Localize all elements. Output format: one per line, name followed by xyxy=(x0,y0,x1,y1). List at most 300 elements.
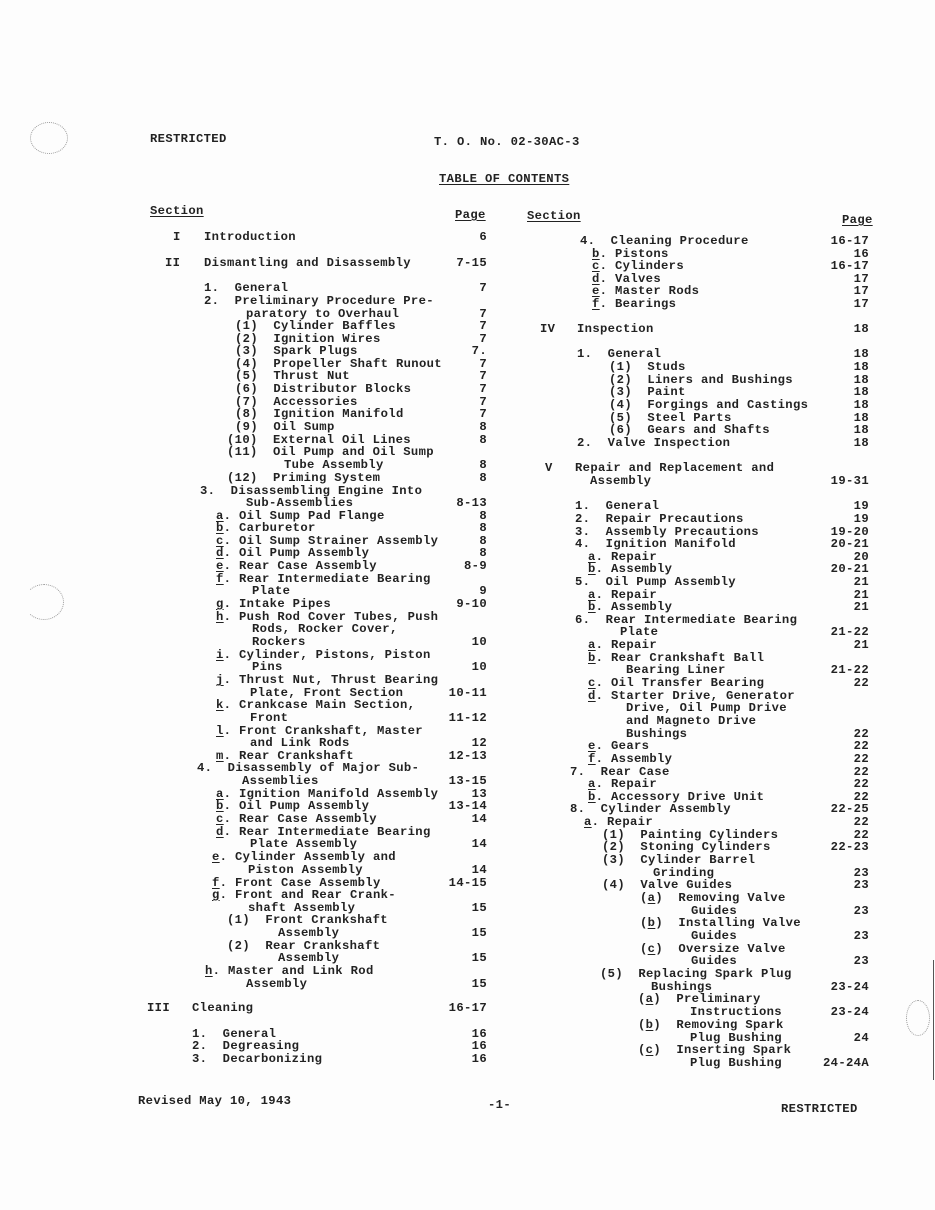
toc-entry-title: Plate xyxy=(620,625,659,639)
toc-entry-number: c. xyxy=(216,534,232,548)
toc-entry-number: d. xyxy=(588,689,604,703)
toc-entry-number: a. xyxy=(216,509,232,523)
scan-edge-line xyxy=(933,960,934,1080)
toc-entry-page: 7 xyxy=(479,382,487,396)
toc-entry-page: 16-17 xyxy=(830,259,869,273)
toc-entry-page: 8 xyxy=(479,534,487,548)
toc-entry-title: Accessory Drive Unit xyxy=(611,790,765,804)
right-section-header: Section xyxy=(527,209,581,223)
toc-entry-number: III xyxy=(147,1001,170,1015)
toc-entry-page: 12-13 xyxy=(448,749,487,763)
toc-entry-page: 11-12 xyxy=(448,711,487,725)
page-title: TABLE OF CONTENTS xyxy=(439,172,570,186)
toc-entry-number: (2) xyxy=(227,939,250,953)
toc-entry-title: Gears xyxy=(611,739,650,753)
toc-entry-number: (1) xyxy=(602,828,625,842)
toc-entry-title: Oil Transfer Bearing xyxy=(611,676,765,690)
toc-entry-title: Assembly xyxy=(611,752,673,766)
toc-entry-title: paratory to Overhaul xyxy=(246,307,400,321)
toc-entry-page: 22 xyxy=(853,752,869,766)
toc-entry-page: 15 xyxy=(471,951,487,965)
toc-entry-number: 2. xyxy=(192,1039,208,1053)
toc-entry-title: Drive, Oil Pump Drive xyxy=(626,701,787,715)
toc-entry-title: Replacing Spark Plug xyxy=(638,967,792,981)
toc-entry-title: Priming System xyxy=(272,471,381,485)
toc-entry-title: Repair Precautions xyxy=(605,512,744,526)
toc-entry-page: 18 xyxy=(853,423,869,437)
toc-entry-page: 21-22 xyxy=(830,663,869,677)
toc-entry-number: 2. xyxy=(575,512,591,526)
toc-entry-page: 13 xyxy=(471,787,487,801)
toc-entry-page: 18 xyxy=(853,411,869,425)
toc-entry-title: Repair xyxy=(611,777,657,791)
toc-entry-number: (2) xyxy=(235,332,258,346)
toc-entry-number: 8. xyxy=(570,802,586,816)
toc-entry-title: Grinding xyxy=(653,866,715,880)
toc-entry-title: Assembly xyxy=(278,926,340,940)
toc-entry-number: I xyxy=(173,230,181,244)
toc-entry-page: 21 xyxy=(853,600,869,614)
toc-entry-number: b. xyxy=(592,247,608,261)
toc-entry-page: 8-13 xyxy=(456,496,487,510)
toc-entry-page: 14 xyxy=(471,837,487,851)
toc-entry-page: 21 xyxy=(853,575,869,589)
toc-entry-title: Rear Crankshaft Ball xyxy=(611,651,765,665)
toc-entry-number: a. xyxy=(588,588,604,602)
toc-entry-number: 3. xyxy=(200,484,216,498)
toc-entry-title: and Link Rods xyxy=(250,736,350,750)
toc-entry-title: Steel Parts xyxy=(647,411,732,425)
toc-entry-number: (b) xyxy=(638,1018,662,1032)
toc-entry-title: Master and Link Rod xyxy=(228,964,374,978)
toc-entry-title: Front Crankshaft, Master xyxy=(239,724,423,738)
toc-entry-title: Cleaning xyxy=(192,1001,254,1015)
toc-entry-number: b. xyxy=(588,790,604,804)
document-number: T. O. No. 02-30AC-3 xyxy=(434,135,580,149)
toc-entry-page: 23 xyxy=(853,954,869,968)
toc-entry-number: c. xyxy=(216,812,232,826)
toc-entry-title: Ignition Wires xyxy=(273,332,381,346)
toc-entry-page: 18 xyxy=(853,373,869,387)
toc-entry-title: Assembly xyxy=(590,474,652,488)
toc-entry-title: Removing Valve xyxy=(678,891,786,905)
toc-entry-page: 16-17 xyxy=(448,1001,487,1015)
toc-entry-title: Assemblies xyxy=(242,774,319,788)
toc-entry-page: 15 xyxy=(471,977,487,991)
toc-entry-title: Assembly xyxy=(611,600,673,614)
toc-entry-page: 22 xyxy=(853,790,869,804)
toc-entry-title: Ignition Manifold xyxy=(273,407,404,421)
toc-entry-page: 22 xyxy=(853,828,869,842)
toc-entry-number: h. xyxy=(205,964,221,978)
toc-entry-page: 19-31 xyxy=(830,474,869,488)
toc-entry-title: Preliminary Procedure Pre- xyxy=(234,294,434,308)
toc-entry-title: shaft Assembly xyxy=(248,901,356,915)
toc-entry-title: Cylinder, Pistons, Piston xyxy=(239,648,431,662)
toc-entry-number: (1) xyxy=(609,360,632,374)
toc-entry-title: Distributor Blocks xyxy=(273,382,412,396)
toc-entry-page: 13-15 xyxy=(448,774,487,788)
toc-entry-number: 1. xyxy=(575,499,591,513)
toc-entry-page: 22 xyxy=(853,815,869,829)
toc-entry-title: Cylinder Baffles xyxy=(273,319,396,333)
toc-entry-title: Thrust Nut, Thrust Bearing xyxy=(239,673,439,687)
toc-entry-page: 13-14 xyxy=(448,799,487,813)
toc-entry-title: Rear Intermediate Bearing xyxy=(605,613,798,627)
toc-entry-title: Guides xyxy=(691,904,737,918)
toc-entry-number: b. xyxy=(588,600,604,614)
punch-hole-top xyxy=(30,122,68,154)
toc-entry-page: 18 xyxy=(853,322,869,336)
toc-entry-page: 7 xyxy=(479,357,487,371)
toc-entry-title: Bearing Liner xyxy=(626,663,726,677)
toc-entry-number: (3) xyxy=(602,853,625,867)
toc-entry-page: 10 xyxy=(471,660,487,674)
toc-entry-page: 22-23 xyxy=(830,840,869,854)
toc-entry-page: 16 xyxy=(471,1039,487,1053)
toc-entry-number: (a) xyxy=(638,992,662,1006)
toc-entry-title: Guides xyxy=(691,929,737,943)
toc-entry-title: Pistons xyxy=(615,247,669,261)
toc-entry-title: Gears and Shafts xyxy=(647,423,770,437)
footer-classification: RESTRICTED xyxy=(781,1102,858,1116)
toc-entry-page: 21 xyxy=(853,588,869,602)
toc-entry-number: f. xyxy=(216,572,232,586)
toc-entry-page: 15 xyxy=(471,901,487,915)
toc-entry-title: Plug Bushing xyxy=(690,1031,782,1045)
toc-entry-page: 18 xyxy=(853,398,869,412)
toc-entry-number: (1) xyxy=(235,319,258,333)
toc-entry-page: 19-20 xyxy=(830,525,869,539)
toc-entry-number: 4. xyxy=(197,761,213,775)
toc-entry-title: Disassembling Engine Into xyxy=(230,484,423,498)
toc-entry-title: Dismantling and Disassembly xyxy=(204,256,411,270)
toc-entry-title: General xyxy=(222,1027,277,1041)
toc-entry-page: 22 xyxy=(853,676,869,690)
toc-entry-title: Disassembly of Major Sub- xyxy=(227,761,420,775)
toc-entry-number: (2) xyxy=(602,840,625,854)
toc-entry-page: 22 xyxy=(853,739,869,753)
toc-entry-title: Bushings xyxy=(626,727,688,741)
toc-entry-page: 7 xyxy=(479,281,487,295)
toc-entry-page: 8 xyxy=(479,509,487,523)
toc-entry-number: (8) xyxy=(235,407,258,421)
toc-entry-page: 17 xyxy=(853,284,869,298)
toc-entry-title: Front Crankshaft xyxy=(265,913,388,927)
toc-entry-page: 8 xyxy=(479,433,487,447)
toc-entry-title: Repair xyxy=(611,550,657,564)
toc-entry-page: 7 xyxy=(479,395,487,409)
toc-entry-title: External Oil Lines xyxy=(272,433,411,447)
toc-entry-title: Repair xyxy=(611,638,657,652)
toc-entry-page: 14-15 xyxy=(448,876,487,890)
toc-entry-number: 1. xyxy=(577,347,593,361)
toc-entry-page: 23 xyxy=(853,929,869,943)
toc-entry-title: Cleaning Procedure xyxy=(610,234,749,248)
toc-entry-title: Oil Pump Assembly xyxy=(605,575,736,589)
toc-entry-title: Paint xyxy=(647,385,686,399)
toc-entry-title: Front and Rear Crank- xyxy=(235,888,396,902)
toc-entry-title: Painting Cylinders xyxy=(640,828,779,842)
toc-entry-page: 16 xyxy=(471,1027,487,1041)
toc-entry-number: (4) xyxy=(602,878,625,892)
toc-entry-title: Rear Crankshaft xyxy=(239,749,354,763)
toc-entry-title: Assembly xyxy=(246,977,308,991)
toc-entry-title: Starter Drive, Generator xyxy=(611,689,795,703)
toc-entry-title: Plug Bushing xyxy=(690,1056,782,1070)
toc-entry-title: Master Rods xyxy=(615,284,700,298)
toc-entry-title: Stoning Cylinders xyxy=(640,840,771,854)
toc-entry-title: Rear Intermediate Bearing xyxy=(239,825,431,839)
left-section-header: Section xyxy=(150,204,204,218)
toc-entry-title: Inspection xyxy=(577,322,654,336)
toc-entry-number: 3. xyxy=(575,525,591,539)
toc-entry-page: 7. xyxy=(471,344,487,358)
toc-entry-number: 4. xyxy=(575,537,591,551)
toc-entry-number: a. xyxy=(588,638,604,652)
toc-entry-number: 2. xyxy=(204,294,220,308)
toc-entry-page: 18 xyxy=(853,360,869,374)
toc-entry-page: 23 xyxy=(853,904,869,918)
toc-entry-page: 23 xyxy=(853,878,869,892)
toc-entry-number: b. xyxy=(588,562,604,576)
toc-entry-number: (6) xyxy=(235,382,258,396)
header-classification: RESTRICTED xyxy=(150,132,227,146)
toc-entry-page: 14 xyxy=(471,812,487,826)
toc-entry-title: Inserting Spark xyxy=(676,1043,792,1057)
toc-entry-page: 21 xyxy=(853,638,869,652)
toc-entry-number: V xyxy=(545,461,553,475)
toc-entry-title: Cylinders xyxy=(615,259,684,273)
toc-entry-page: 17 xyxy=(853,297,869,311)
toc-entry-title: Carburetor xyxy=(239,521,316,535)
toc-entry-title: Oil Pump Assembly xyxy=(239,546,370,560)
toc-entry-page: 8 xyxy=(479,458,487,472)
toc-entry-title: Installing Valve xyxy=(678,916,801,930)
toc-entry-title: Valve Guides xyxy=(640,878,733,892)
toc-entry-page: 15 xyxy=(471,926,487,940)
toc-entry-page: 16 xyxy=(853,247,869,261)
toc-entry-title: Cylinder Barrel xyxy=(640,853,756,867)
toc-entry-page: 22-25 xyxy=(830,802,869,816)
toc-entry-title: Guides xyxy=(691,954,737,968)
toc-entry-title: Oil Sump Strainer Assembly xyxy=(239,534,439,548)
toc-entry-number: (b) xyxy=(640,916,664,930)
toc-entry-page: 23-24 xyxy=(830,1005,869,1019)
toc-entry-title: Plate xyxy=(252,584,291,598)
toc-entry-number: (11) xyxy=(227,445,258,459)
toc-entry-title: Rockers xyxy=(252,635,306,649)
toc-entry-page: 22 xyxy=(853,765,869,779)
toc-entry-title: Pins xyxy=(252,660,283,674)
toc-entry-title: Plate, Front Section xyxy=(250,686,404,700)
toc-entry-title: Removing Spark xyxy=(676,1018,784,1032)
toc-entry-number: b. xyxy=(588,651,604,665)
toc-entry-title: and Magneto Drive xyxy=(626,714,757,728)
toc-entry-number: 3. xyxy=(192,1052,208,1066)
toc-entry-title: Oil Sump xyxy=(273,420,335,434)
toc-entry-page: 16 xyxy=(471,1052,487,1066)
toc-entry-title: Rear Case xyxy=(600,765,670,779)
toc-entry-number: IV xyxy=(540,322,556,336)
toc-entry-number: II xyxy=(165,256,181,270)
toc-entry-page: 7 xyxy=(479,332,487,346)
toc-entry-title: Bushings xyxy=(651,980,713,994)
toc-entry-title: Plate Assembly xyxy=(250,837,358,851)
toc-entry-title: Oil Pump Assembly xyxy=(239,799,370,813)
toc-entry-page: 19 xyxy=(853,499,869,513)
toc-entry-number: (c) xyxy=(640,942,664,956)
toc-entry-page: 8 xyxy=(479,546,487,560)
toc-entry-page: 24 xyxy=(853,1031,869,1045)
toc-entry-title: Ignition Manifold Assembly xyxy=(239,787,439,801)
toc-entry-number: c. xyxy=(588,676,604,690)
toc-entry-page: 14 xyxy=(471,863,487,877)
toc-entry-title: Front xyxy=(250,711,289,725)
toc-entry-page: 22 xyxy=(853,777,869,791)
toc-entry-number: k. xyxy=(216,698,232,712)
toc-entry-title: Front Case Assembly xyxy=(235,876,381,890)
toc-entry-number: i. xyxy=(216,648,232,662)
toc-entry-number: (c) xyxy=(638,1043,662,1057)
toc-entry-title: Forgings and Castings xyxy=(647,398,809,412)
toc-entry-title: Cylinder Assembly and xyxy=(235,850,396,864)
footer-page-number: -1- xyxy=(488,1098,511,1112)
toc-entry-title: General xyxy=(605,499,660,513)
toc-entry-number: a. xyxy=(588,777,604,791)
toc-entry-number: (2) xyxy=(609,373,632,387)
toc-entry-title: Repair xyxy=(611,588,657,602)
toc-entry-number: f. xyxy=(592,297,608,311)
toc-entry-number: g. xyxy=(212,888,228,902)
toc-entry-page: 8 xyxy=(479,521,487,535)
toc-entry-title: Cylinder Assembly xyxy=(600,802,731,816)
toc-entry-page: 18 xyxy=(853,347,869,361)
toc-entry-title: Rear Intermediate Bearing xyxy=(239,572,431,586)
toc-entry-number: (4) xyxy=(235,357,258,371)
toc-entry-number: (5) xyxy=(235,369,258,383)
toc-entry-title: Decarbonizing xyxy=(222,1052,323,1066)
toc-entry-page: 18 xyxy=(853,436,869,450)
toc-entry-number: a. xyxy=(588,550,604,564)
toc-entry-page: 17 xyxy=(853,272,869,286)
toc-entry-title: Spark Plugs xyxy=(273,344,358,358)
toc-entry-title: General xyxy=(234,281,289,295)
toc-entry-title: Accessories xyxy=(273,395,358,409)
toc-entry-number: g. xyxy=(216,597,232,611)
toc-entry-number: e. xyxy=(592,284,608,298)
toc-entry-number: (12) xyxy=(227,471,258,485)
toc-entry-title: Repair xyxy=(607,815,653,829)
toc-entry-number: 7. xyxy=(570,765,586,779)
toc-entry-number: (1) xyxy=(227,913,250,927)
toc-entry-title: Instructions xyxy=(690,1005,782,1019)
toc-entry-title: Crankcase Main Section, xyxy=(239,698,416,712)
toc-entry-page: 8 xyxy=(479,471,487,485)
toc-entry-number: j. xyxy=(216,673,232,687)
toc-entry-page: 20 xyxy=(853,550,869,564)
toc-entry-page: 7 xyxy=(479,369,487,383)
toc-entry-page: 12 xyxy=(471,736,487,750)
toc-entry-title: Valve Inspection xyxy=(607,436,731,450)
toc-entry-page: 18 xyxy=(853,385,869,399)
toc-entry-number: 4. xyxy=(580,234,596,248)
toc-entry-page: 20-21 xyxy=(830,537,869,551)
toc-entry-title: Rods, Rocker Cover, xyxy=(252,622,398,636)
toc-entry-number: (3) xyxy=(609,385,632,399)
toc-entry-title: General xyxy=(607,347,662,361)
toc-entry-number: e. xyxy=(212,850,228,864)
toc-entry-page: 20-21 xyxy=(830,562,869,576)
toc-entry-number: b. xyxy=(216,799,232,813)
toc-entry-number: m. xyxy=(216,749,232,763)
toc-entry-number: a. xyxy=(216,787,232,801)
toc-entry-page: 10 xyxy=(471,635,487,649)
toc-entry-page: 7-15 xyxy=(456,256,487,270)
toc-entry-title: Rear Crankshaft xyxy=(265,939,381,953)
toc-entry-title: Intake Pipes xyxy=(239,597,331,611)
toc-entry-number: (9) xyxy=(235,420,258,434)
toc-entry-number: 2. xyxy=(577,436,593,450)
toc-entry-number: b. xyxy=(216,521,232,535)
toc-entry-title: Oversize Valve xyxy=(678,942,786,956)
left-page-header: Page xyxy=(455,208,486,222)
toc-entry-number: (7) xyxy=(235,395,258,409)
toc-entry-title: Studs xyxy=(647,360,686,374)
toc-entry-page: 8-9 xyxy=(464,559,487,573)
toc-entry-title: Oil Sump Pad Flange xyxy=(239,509,385,523)
toc-entry-number: e. xyxy=(588,739,604,753)
toc-entry-number: d. xyxy=(216,546,232,560)
toc-entry-number: (5) xyxy=(600,967,623,981)
toc-entry-title: Thrust Nut xyxy=(273,369,350,383)
toc-entry-number: (a) xyxy=(640,891,664,905)
punch-hole-middle xyxy=(24,584,64,620)
toc-entry-title: Bearings xyxy=(615,297,677,311)
toc-entry-title: Assembly xyxy=(278,951,340,965)
toc-entry-page: 16-17 xyxy=(830,234,869,248)
toc-entry-page: 19 xyxy=(853,512,869,526)
toc-entry-page: 6 xyxy=(479,230,487,244)
toc-entry-title: Degreasing xyxy=(222,1039,300,1053)
toc-entry-number: l. xyxy=(216,724,232,738)
toc-entry-page: 7 xyxy=(479,407,487,421)
toc-entry-title: Liners and Bushings xyxy=(647,373,793,387)
right-page-header: Page xyxy=(842,213,873,227)
toc-entry-page: 9 xyxy=(479,584,487,598)
toc-entry-title: Assembly xyxy=(611,562,673,576)
toc-entry-number: (10) xyxy=(227,433,258,447)
toc-entry-number: h. xyxy=(216,610,232,624)
toc-entry-number: e. xyxy=(216,559,232,573)
toc-entry-page: 21-22 xyxy=(830,625,869,639)
toc-entry-number: 6. xyxy=(575,613,591,627)
toc-entry-title: Repair and Replacement and xyxy=(575,461,775,475)
toc-entry-page: 24-24A xyxy=(823,1056,869,1070)
toc-entry-number: 5. xyxy=(575,575,591,589)
toc-entry-title: Tube Assembly xyxy=(284,458,384,472)
toc-entry-number: f. xyxy=(588,752,604,766)
toc-entry-title: Valves xyxy=(615,272,661,286)
toc-entry-page: 22 xyxy=(853,727,869,741)
toc-entry-title: Push Rod Cover Tubes, Push xyxy=(239,610,439,624)
toc-entry-title: Ignition Manifold xyxy=(605,537,736,551)
toc-entry-number: 1. xyxy=(204,281,220,295)
toc-entry-page: 9-10 xyxy=(456,597,487,611)
toc-entry-page: 7 xyxy=(479,319,487,333)
toc-entry-number: c. xyxy=(592,259,608,273)
toc-entry-title: Piston Assembly xyxy=(248,863,363,877)
